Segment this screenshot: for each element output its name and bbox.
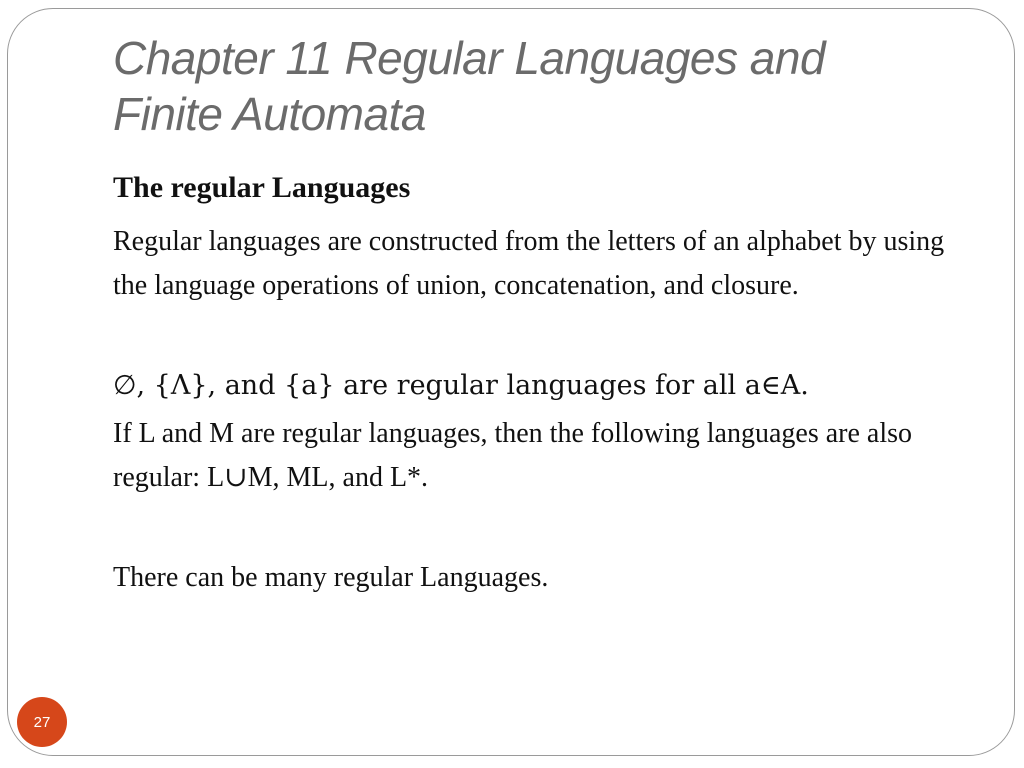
page-number-badge: 27	[17, 697, 67, 747]
paragraph-base-cases: ∅, {Λ}, and {a} are regular languages for all a∈A.	[113, 370, 809, 401]
paragraph-conclusion: There can be many regular Languages.	[113, 562, 549, 593]
slide-title: Chapter 11 Regular Languages and Finite Automata	[113, 32, 826, 140]
slide-content	[113, 168, 953, 600]
paragraph-definition: Regular languages are constructed from the letters of an alphabet by using the language operations of union, concatenation, and closure.	[113, 226, 945, 301]
paragraph-closure-rules: If L and M are regular languages, then the following languages are also regular: L∪M, ML, and L*.	[113, 418, 912, 493]
section-heading: The regular Languages	[113, 171, 411, 204]
